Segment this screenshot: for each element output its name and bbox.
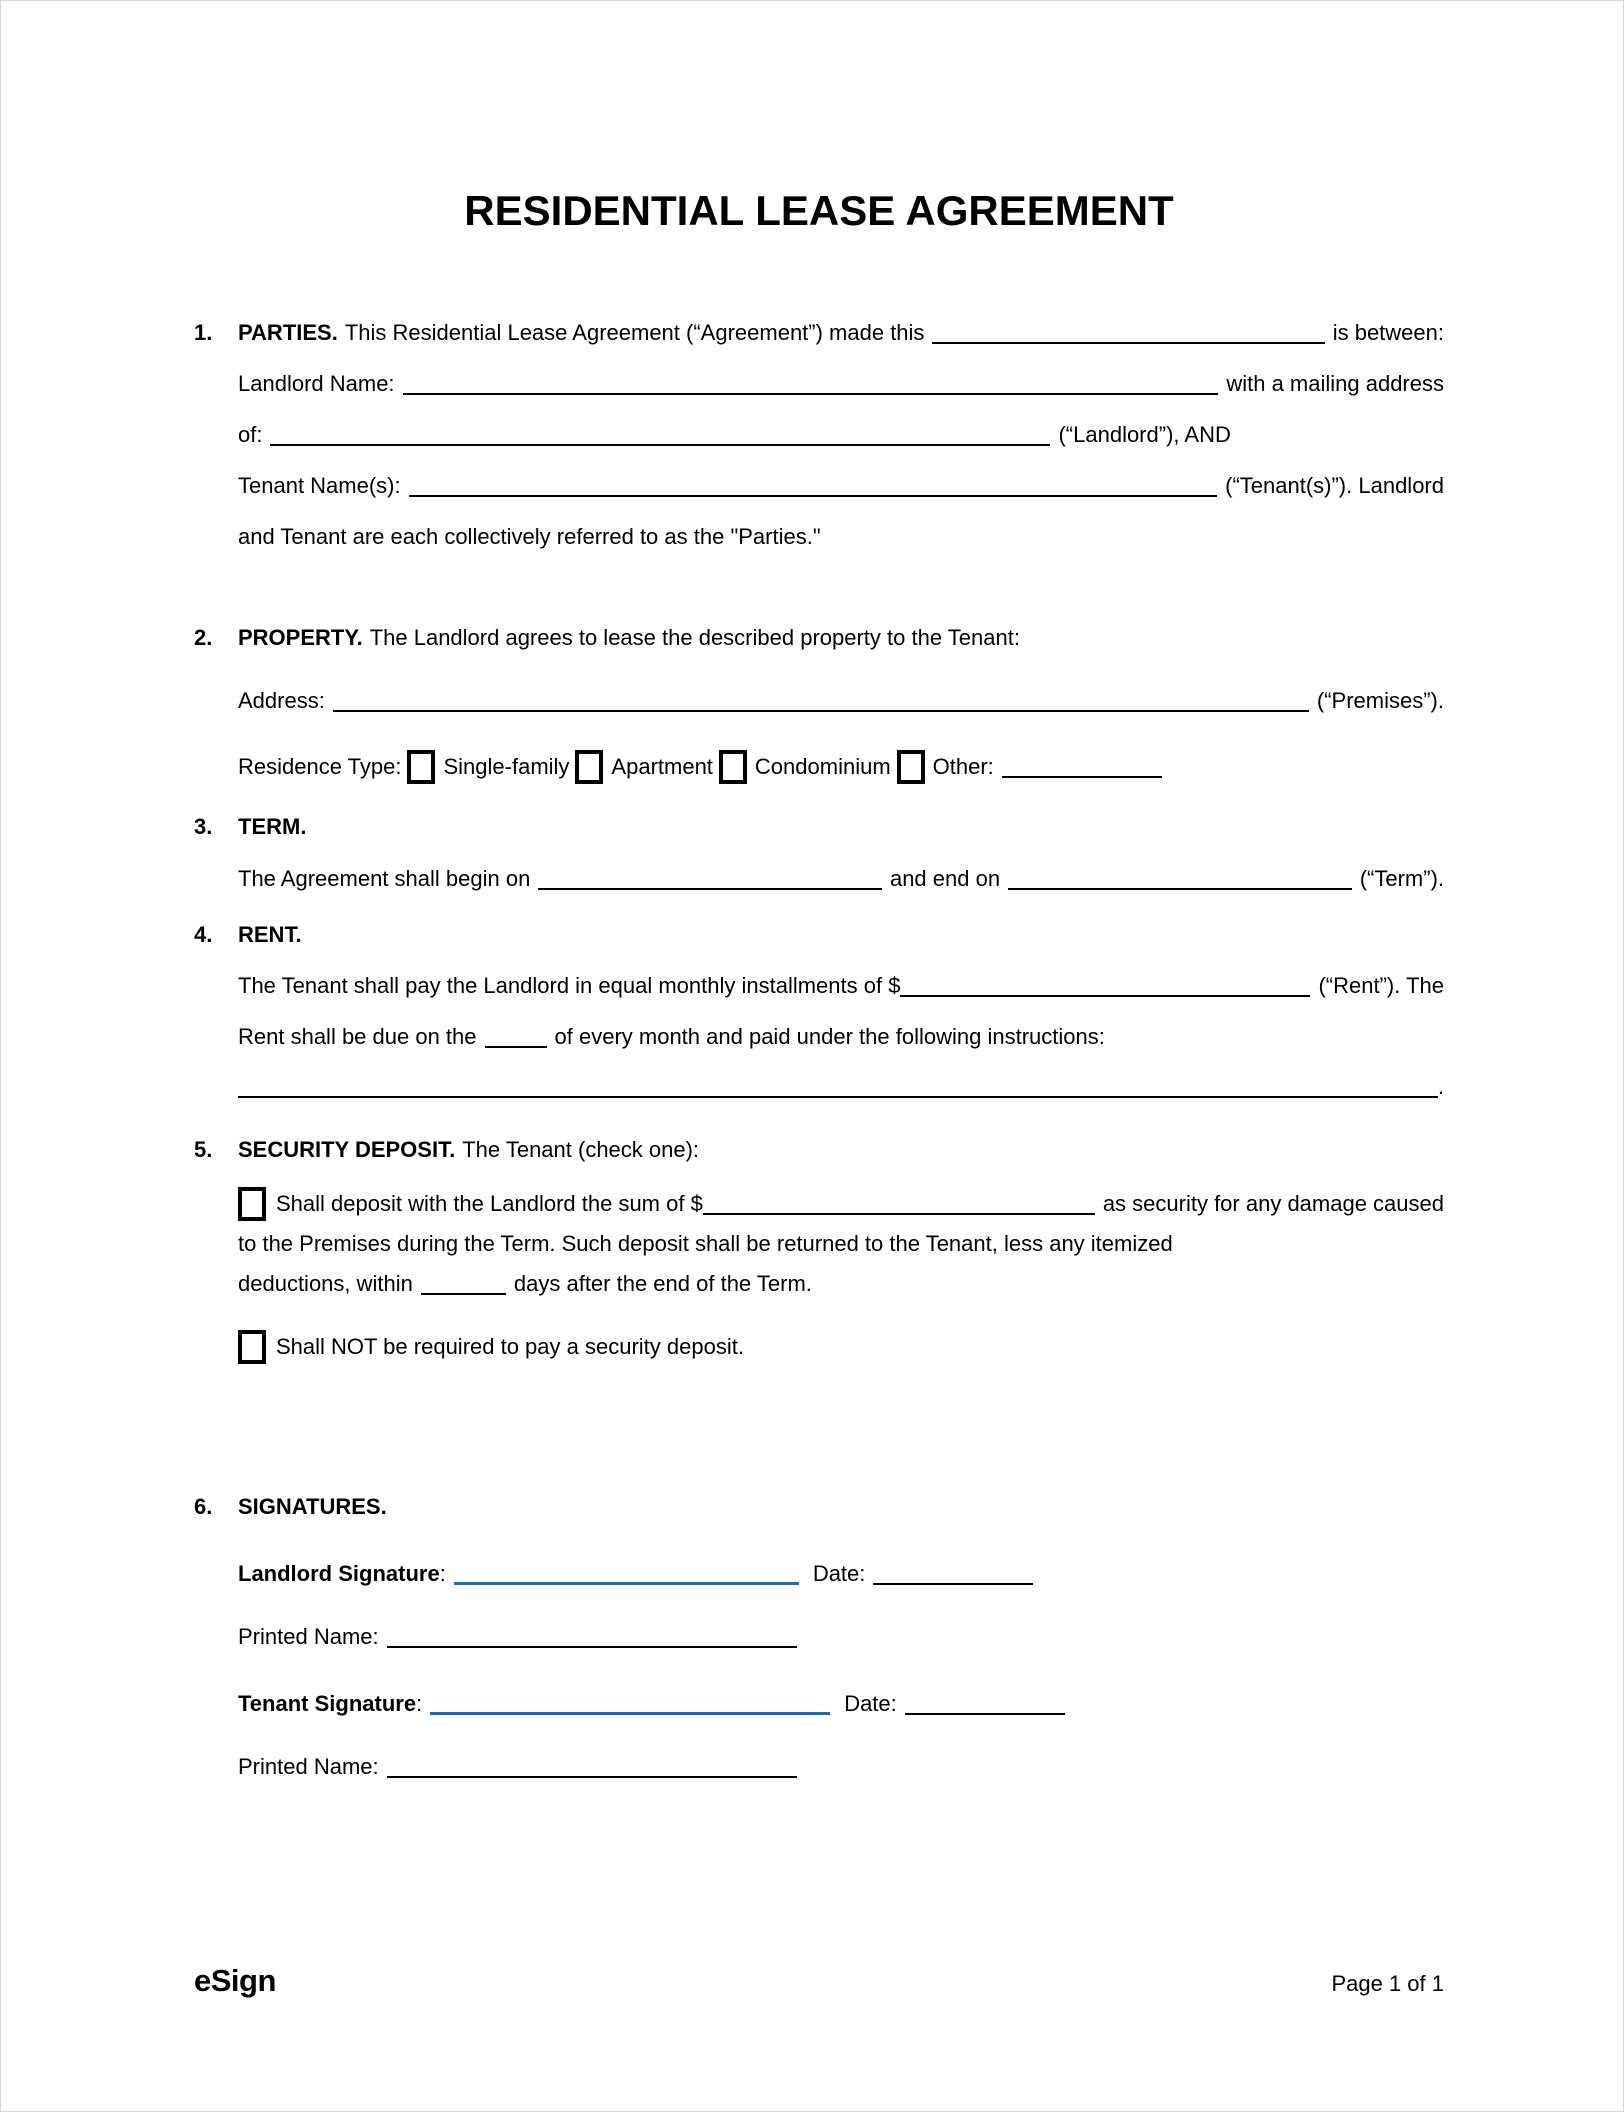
section-parties xyxy=(194,307,1444,562)
landlord-signature-colon: : xyxy=(439,1561,446,1586)
section-rent xyxy=(194,909,1444,1107)
deposit-option2-line xyxy=(238,1321,1444,1372)
parties-line-5 xyxy=(238,511,1444,562)
rent-due-day-field[interactable] xyxy=(485,1046,547,1048)
section-signatures-heading: SIGNATURES. xyxy=(238,1494,387,1519)
residence-option-apartment: Apartment xyxy=(611,754,713,779)
tenant-date-label: Date: xyxy=(844,1691,897,1716)
parties-line-2 xyxy=(238,358,1444,409)
checkbox-no-deposit[interactable] xyxy=(238,1330,266,1364)
section-security-deposit xyxy=(194,1124,1444,1372)
property-heading-line xyxy=(238,612,1444,663)
section-term xyxy=(194,801,1444,904)
page-footer xyxy=(194,1963,1444,1999)
rent-heading-line xyxy=(238,909,1444,960)
residence-type-label: Residence Type: xyxy=(238,754,402,779)
tenant-signature-date-field[interactable] xyxy=(905,1713,1065,1715)
landlord-printed-name-field[interactable] xyxy=(387,1646,797,1648)
rent-line-2 xyxy=(238,1011,1444,1062)
agreement-date-field[interactable] xyxy=(932,342,1324,344)
section-signatures xyxy=(194,1481,1444,1792)
tenant-signature-line xyxy=(238,1678,1444,1729)
section-signatures-number: 6. xyxy=(194,1494,213,1519)
tenant-names-label: Tenant Name(s): xyxy=(238,473,401,498)
deposit-days-tail: days after the end of the Term. xyxy=(513,1271,812,1296)
section-property-number: 2. xyxy=(194,625,213,650)
section-rent-number: 4. xyxy=(194,922,213,947)
residence-option-other-label: Other: xyxy=(932,754,994,779)
parties-intro-tail: is between: xyxy=(1332,320,1444,345)
checkbox-apartment[interactable] xyxy=(575,750,603,784)
security-heading-line xyxy=(238,1124,1444,1175)
landlord-date-label: Date: xyxy=(812,1561,866,1586)
deposit-days-text: deductions, within xyxy=(238,1271,413,1296)
residence-type-line xyxy=(238,741,1444,792)
tenant-signature-colon: : xyxy=(416,1691,423,1716)
deposit-option1-line-3 xyxy=(238,1264,1444,1304)
rent-amount-field[interactable] xyxy=(900,995,1310,997)
parties-line-3 xyxy=(238,409,1444,460)
term-start-date-field[interactable] xyxy=(538,888,882,890)
deposit-option1-line-2 xyxy=(238,1224,1444,1264)
tenant-printed-name-line xyxy=(238,1741,1444,1792)
landlord-name-tail: with a mailing address xyxy=(1226,371,1444,396)
section-rent-heading: RENT. xyxy=(238,922,302,947)
tenant-signature-label: Tenant Signature xyxy=(238,1691,417,1716)
checkbox-single-family[interactable] xyxy=(407,750,435,784)
other-residence-field[interactable] xyxy=(1002,776,1162,778)
term-end-date-field[interactable] xyxy=(1008,888,1352,890)
security-intro-text: The Tenant (check one): xyxy=(462,1137,700,1162)
rent-due-tail: of every month and paid under the following instructions: xyxy=(554,1024,1105,1049)
page-title: RESIDENTIAL LEASE AGREEMENT xyxy=(464,187,1174,234)
section-property-heading: PROPERTY. xyxy=(238,625,363,650)
rent-amount-text: The Tenant shall pay the Landlord in equal monthly installments of $ xyxy=(238,973,901,998)
parties-closing-text: and Tenant are each collectively referred to as the "Parties." xyxy=(238,524,821,549)
landlord-name-label: Landlord Name: xyxy=(238,371,395,396)
section-security-heading: SECURITY DEPOSIT. xyxy=(238,1137,456,1162)
tenant-names-field[interactable] xyxy=(409,495,1218,497)
landlord-address-label: of: xyxy=(238,422,263,447)
tenant-printed-name-label: Printed Name: xyxy=(238,1754,379,1779)
term-middle-text: and end on xyxy=(889,866,1001,891)
checkbox-deposit-required[interactable] xyxy=(238,1187,266,1221)
term-heading-line xyxy=(238,801,1444,852)
property-intro-text: The Landlord agrees to lease the described property to the Tenant: xyxy=(369,625,1020,650)
landlord-signature-field[interactable] xyxy=(454,1582,799,1585)
section-term-number: 3. xyxy=(194,814,213,839)
landlord-address-tail: (“Landlord”), AND xyxy=(1058,422,1231,447)
section-term-heading: TERM. xyxy=(238,814,307,839)
term-begin-text: The Agreement shall begin on xyxy=(238,866,531,891)
parties-line-4 xyxy=(238,460,1444,511)
rent-due-text: Rent shall be due on the xyxy=(238,1024,477,1049)
deposit-option1-line-1 xyxy=(238,1184,1444,1224)
payment-instructions-field[interactable] xyxy=(238,1096,1438,1098)
rent-instructions-line xyxy=(238,1067,1444,1107)
landlord-signature-date-field[interactable] xyxy=(873,1583,1033,1585)
property-address-line xyxy=(238,675,1444,726)
deposit-return-days-field[interactable] xyxy=(421,1293,506,1295)
checkbox-condominium[interactable] xyxy=(719,750,747,784)
address-tail: (“Premises”). xyxy=(1316,688,1444,713)
parties-line-1 xyxy=(238,307,1444,358)
residence-option-condominium: Condominium xyxy=(754,754,891,779)
section-property xyxy=(194,612,1444,792)
term-dates-line xyxy=(238,853,1444,904)
esign-logo: eSign xyxy=(194,1963,276,1998)
section-parties-number: 1. xyxy=(194,320,213,345)
tenant-printed-name-field[interactable] xyxy=(387,1776,797,1778)
section-security-number: 5. xyxy=(194,1137,213,1162)
signatures-heading-line xyxy=(238,1481,1444,1532)
landlord-printed-name-line xyxy=(238,1611,1444,1662)
section-parties-heading: PARTIES. xyxy=(238,320,338,345)
landlord-signature-line xyxy=(238,1548,1444,1599)
page-number-label: Page 1 of 1 xyxy=(1331,1971,1444,1996)
parties-intro-text: This Residential Lease Agreement (“Agreement”) made this xyxy=(344,320,925,345)
rent-instructions-period: . xyxy=(1437,1074,1444,1099)
landlord-name-field[interactable] xyxy=(403,393,1219,395)
deposit-option1-tail: as security for any damage caused xyxy=(1102,1191,1444,1216)
landlord-signature-label: Landlord Signature xyxy=(238,1561,440,1586)
tenant-signature-field[interactable] xyxy=(430,1712,830,1715)
term-tail-text: (“Term”). xyxy=(1359,866,1445,891)
tenant-names-tail: (“Tenant(s)”). Landlord xyxy=(1225,473,1444,498)
rent-line-1 xyxy=(238,960,1444,1011)
checkbox-other[interactable] xyxy=(897,750,925,784)
deposit-amount-field[interactable] xyxy=(703,1213,1095,1215)
landlord-printed-name-label: Printed Name: xyxy=(238,1624,379,1649)
deposit-option1-text: Shall deposit with the Landlord the sum of $ xyxy=(276,1191,703,1216)
deposit-option1-text-2: to the Premises during the Term. Such deposit shall be returned to the Tenant, less any itemized xyxy=(238,1231,1173,1256)
address-label: Address: xyxy=(238,688,325,713)
landlord-address-field[interactable] xyxy=(270,444,1050,446)
rent-amount-tail: (“Rent”). The xyxy=(1318,973,1444,998)
residence-option-single-family: Single-family xyxy=(443,754,570,779)
deposit-option2-text: Shall NOT be required to pay a security deposit. xyxy=(276,1334,744,1359)
property-address-field[interactable] xyxy=(333,710,1309,712)
